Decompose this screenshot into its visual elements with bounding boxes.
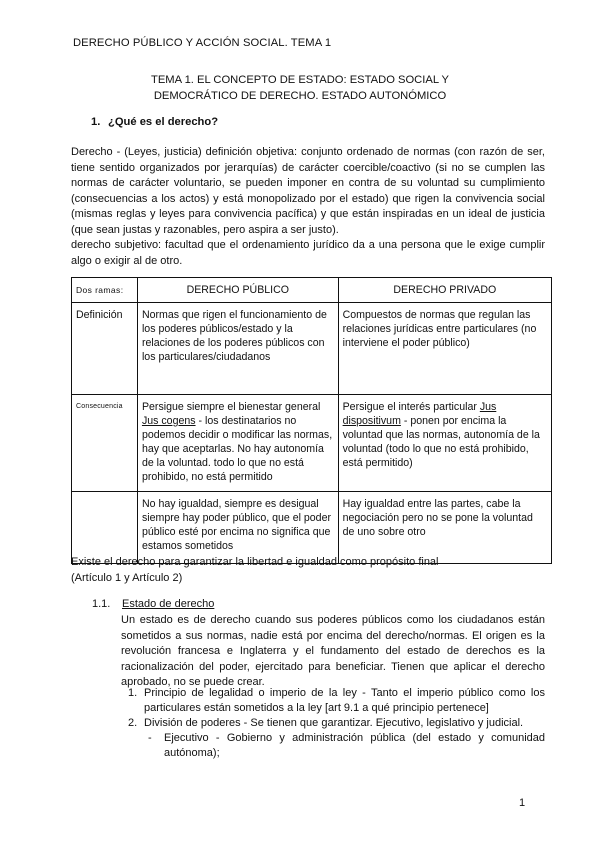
subjective-definition-paragraph: derecho subjetivo: facultad que el ordenamiento jurídico da a una persona que le exige cumplir algo o exigir al de otro.	[71, 239, 545, 267]
comparison-table	[71, 277, 552, 564]
text-segment: - los destinatarios no podemos decidir o modificar las normas, hay que aceptarlas. No hay autonomía de la voluntad. todo lo que no está prohibido, no está permitido	[141, 415, 333, 483]
legal-term-jus-cogens: Jus cogens	[141, 415, 196, 427]
list-item	[128, 686, 545, 716]
document-title	[60, 72, 540, 104]
subsection-title: Estado de derecho	[122, 598, 215, 610]
row-label-definition: Definición	[72, 303, 138, 395]
sublist-bullet: -	[148, 732, 152, 744]
row-label-consequence: Consecuencia	[72, 395, 138, 492]
rule-of-law-paragraph: Un estado es de derecho cuando sus poderes públicos como los ciudadanos están sometidos a sus normas, nadie está por encima del derecho/normas. El origen es la revolución francesa e Inglaterra y el fundamento del estado de derechos es la racionalización del poder, ejercitado para beneficiar. Tienen que aplicar el derecho aprobado, no se puede crear.	[121, 614, 545, 688]
legal-term-jus-dispositivum: Jus dispositivum	[342, 401, 497, 427]
text-segment: Persigue el interés particular	[342, 401, 480, 413]
subsection-number: 1.1.	[92, 598, 111, 610]
table-row	[72, 492, 552, 564]
sublist-item	[148, 731, 545, 761]
cell-public-definition: Normas que rigen el funcionamiento de los poderes públicos/estado y la relaciones de los poderes públicos con los particulares/ciudadanos	[137, 303, 338, 395]
title-line-1: TEMA 1. EL CONCEPTO DE ESTADO: ESTADO SOCIAL Y	[151, 74, 449, 86]
definition-block	[71, 145, 545, 269]
table-row	[72, 303, 552, 395]
cell-private-definition: Compuestos de normas que regulan las relaciones jurídicas entre particulares (no interviene el poder público)	[338, 303, 551, 395]
objective-definition-paragraph: Derecho - (Leyes, justicia) definición objetiva: conjunto ordenado de normas (con razón de ser, tiene sentido organizados por jerarquías) de carácter coercible/coactivo (si no se cumplen las normas de carácter voluntario, se pueden imponer en contra de su voluntad su cumplimiento (consecuencias a los actos) y está monopolizado por el estado) que rigen la convivencia social (mismas reglas y leyes para convivencia pacífica) y que están inspiradas en un ideal de justicia (que sean justas y razonables, pero aspira a ser justo).	[71, 146, 545, 236]
cell-private-consequence	[338, 395, 551, 492]
list-item	[128, 716, 545, 731]
section-title: ¿Qué es el derecho?	[108, 116, 219, 128]
section-1-1-heading	[92, 598, 214, 610]
row-label-empty	[72, 492, 138, 564]
section-1-1-body	[121, 613, 545, 691]
list-item-number: 2.	[128, 717, 138, 729]
articles-line: (Artículo 1 y Artículo 2)	[71, 572, 183, 584]
purpose-block	[71, 554, 545, 586]
table-row	[72, 395, 552, 492]
cell-private-equality: Hay igualdad entre las partes, cabe la negociación pero no se pone la voluntad de uno sobre otro	[338, 492, 551, 564]
header-cell-private: DERECHO PRIVADO	[338, 278, 551, 303]
list-item-text: Principio de legalidad o imperio de la ley - Tanto el imperio público como los particulares están sometidos a la ley [art 9.1 a qué principio pertenece]	[144, 687, 545, 714]
cell-public-equality: No hay igualdad, siempre es desigual siempre hay poder público, que el poder público esté por encima no significa que estamos sometidos	[137, 492, 338, 564]
page-number: 1	[519, 797, 526, 809]
section-1-heading	[91, 116, 218, 128]
purpose-line: Existe el derecho para garantizar la libertad e igualdad como propósito final	[71, 556, 439, 568]
list-item-text: División de poderes - Se tienen que garantizar. Ejecutivo, legislativo y judicial.	[144, 717, 524, 729]
text-segment: - ponen por encima la voluntad que las normas, autonomía de la voluntad (todo lo que no está prohibido, está permitido)	[342, 415, 540, 469]
cell-public-consequence	[137, 395, 338, 492]
running-header: DERECHO PÚBLICO Y ACCIÓN SOCIAL. TEMA 1	[73, 37, 332, 49]
header-cell-branches: Dos ramas:	[72, 278, 138, 303]
table-header-row	[72, 278, 552, 303]
header-cell-public: DERECHO PÚBLICO	[137, 278, 338, 303]
title-line-2: DEMOCRÁTICO DE DERECHO. ESTADO AUTONÓMICO	[153, 90, 447, 102]
text-segment: Persigue siempre el bienestar general	[141, 401, 321, 413]
section-number: 1.	[91, 116, 101, 128]
sublist-item-text: Ejecutivo - Gobierno y administración pública (del estado y comunidad autónoma);	[164, 732, 545, 759]
list-item-number: 1.	[128, 687, 138, 699]
